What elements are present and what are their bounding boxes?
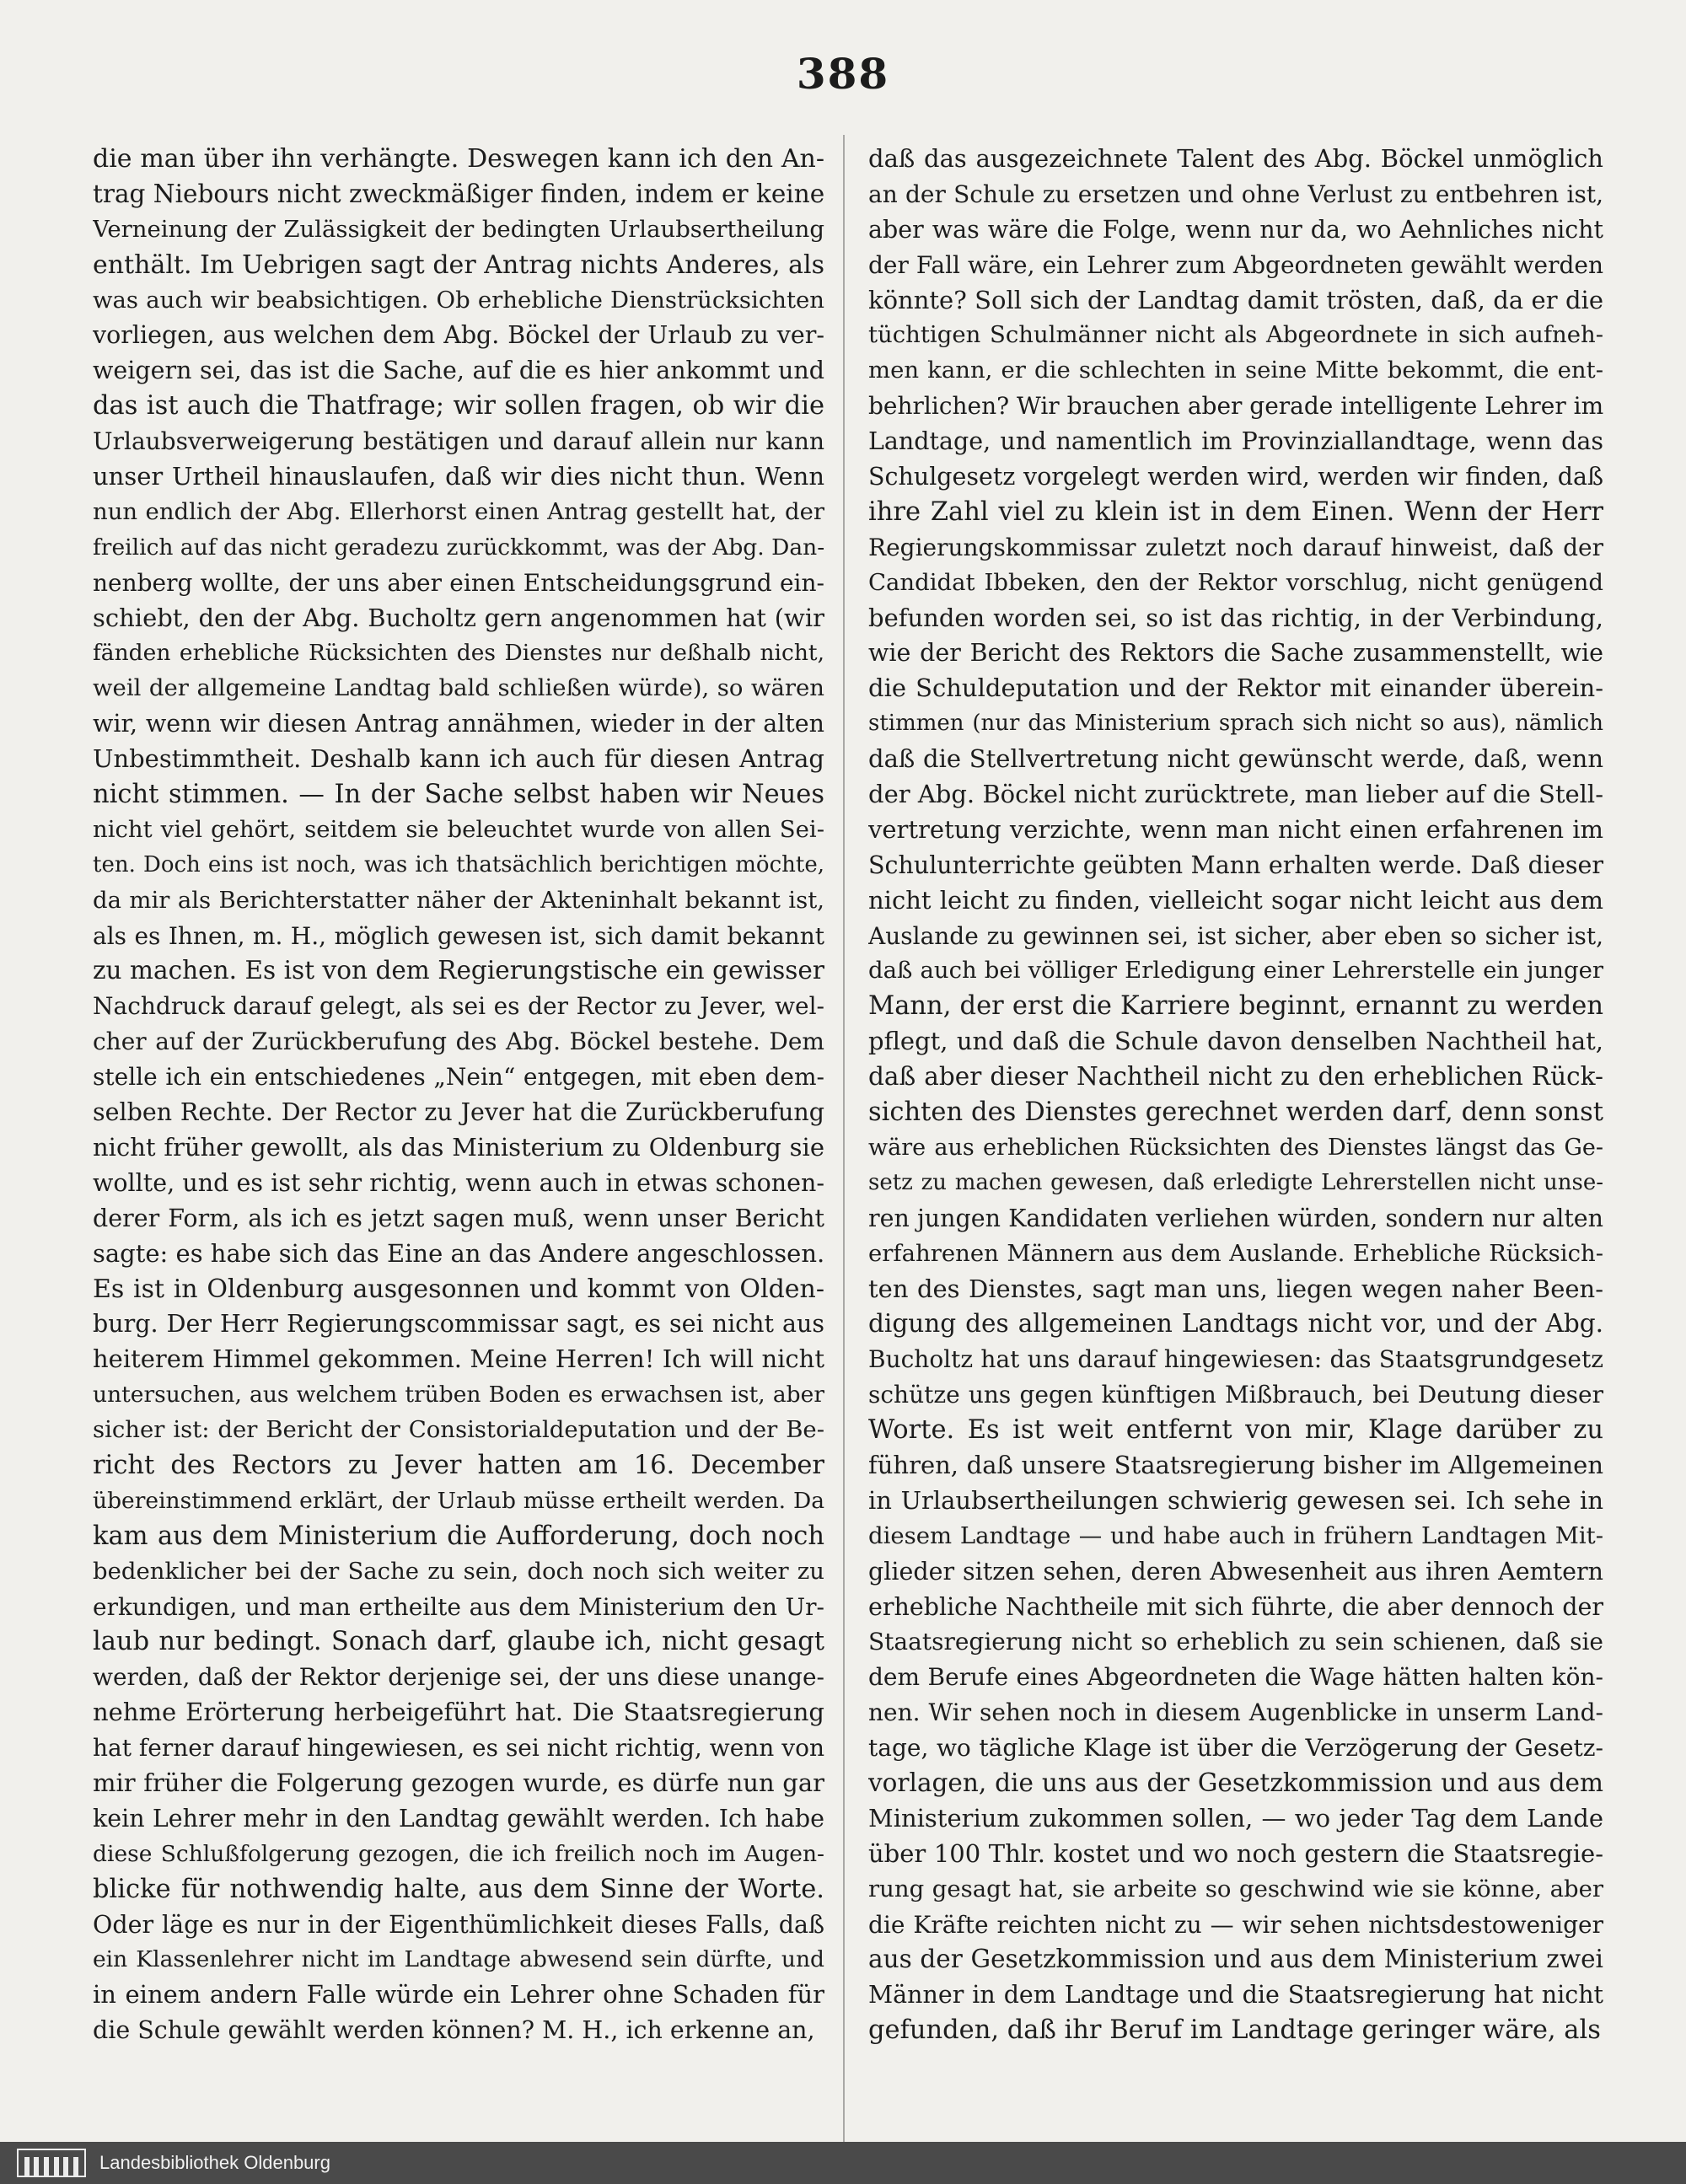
text-line: nen. Wir sehen noch in diesem Augenblicke in unserm Land-: [868, 1698, 1603, 1727]
text-line: stelle ich ein entschiedenes „Nein“ entgegen, mit eben dem-: [93, 1063, 824, 1092]
text-line: aber was wäre die Folge, wenn nur da, wo Aehnliches nicht: [868, 215, 1603, 244]
text-line: sichten des Dienstes gerechnet werden darf, denn sonst: [868, 1097, 1603, 1128]
text-line: weil der allgemeine Landtag bald schließen würde), so wären: [93, 674, 824, 702]
text-line: über 100 Thlr. kostet und wo noch gestern die Staatsregie-: [868, 1838, 1603, 1868]
left-column: [93, 142, 824, 2048]
text-line: was auch wir beabsichtigen. Ob erhebliche Dienstrücksichten: [93, 286, 824, 314]
text-line: sicher ist: der Bericht der Consistorialdeputation und der Be-: [93, 1416, 824, 1444]
text-line: da mir als Berichterstatter näher der Akteninhalt bekannt ist,: [93, 886, 824, 914]
text-line: der Abg. Böckel nicht zurücktrete, man lieber auf die Stell-: [868, 780, 1603, 809]
text-line: daß die Stellvertretung nicht gewünscht werde, daß, wenn: [868, 744, 1603, 774]
text-line: schiebt, den der Abg. Bucholtz gern angenommen hat (wir: [93, 603, 824, 632]
text-line: die Kräfte reichten nicht zu — wir sehen nichtsdestoweniger: [868, 1910, 1603, 1939]
text-line: könnte? Soll sich der Landtag damit trösten, daß, da er die: [868, 285, 1603, 314]
text-line: Landtage, und namentlich im Provinziallandtage, wenn das: [868, 427, 1603, 456]
text-line: gefunden, daß ihr Beruf im Landtage geringer wäre, als: [868, 2015, 1601, 2046]
text-line: nicht leicht zu finden, vielleicht sogar nicht leicht aus dem: [868, 885, 1603, 915]
text-line: Unbestimmtheit. Deshalb kann ich auch für diesen Antrag: [93, 744, 824, 774]
text-line: Ministerium zukommen sollen, — wo jeder Tag dem Lande: [868, 1803, 1603, 1833]
text-line: Schulunterrichte geübten Mann erhalten werde. Daß dieser: [868, 851, 1603, 879]
text-line: in einem andern Falle würde ein Lehrer ohne Schaden für: [93, 1980, 824, 2010]
text-line: fänden erhebliche Rücksichten des Dienstes nur deßhalb nicht,: [93, 640, 824, 667]
text-line: kein Lehrer mehr in den Landtag gewählt werden. Ich habe: [93, 1804, 824, 1833]
text-line: vorlagen, die uns aus der Gesetzkommission und aus dem: [868, 1768, 1603, 1797]
text-line: als es Ihnen, m. H., möglich gewesen ist, sich damit bekannt: [93, 921, 824, 950]
text-line: zu machen. Es ist von dem Regierungstische ein gewisser: [93, 956, 824, 985]
text-line: men kann, er die schlechten in seine Mitte bekommt, die ent-: [868, 357, 1603, 384]
text-line: in Urlaubsertheilungen schwierig gewesen sei. Ich sehe in: [868, 1485, 1603, 1515]
text-line: erkundigen, und man ertheilte aus dem Ministerium den Ur-: [93, 1592, 824, 1621]
text-line: führen, daß unsere Staatsregierung bisher im Allgemeinen: [868, 1450, 1603, 1479]
text-line: trag Niebours nicht zweckmäßiger finden, indem er keine: [93, 179, 824, 208]
text-line: bedenklicher bei der Sache zu sein, doch noch sich weiter zu: [93, 1557, 824, 1585]
text-line: Candidat Ibbeken, den der Rektor vorschlug, nicht genügend: [868, 568, 1603, 596]
text-line: Staatsregierung nicht so erheblich zu sein schienen, daß sie: [868, 1628, 1603, 1656]
text-line: blicke für nothwendig halte, aus dem Sinne der Worte.: [93, 1874, 824, 1904]
text-line: laub nur bedingt. Sonach darf, glaube ich, nicht gesagt: [93, 1627, 824, 1657]
text-line: Schulgesetz vorgelegt werden wird, werden wir finden, daß: [868, 463, 1603, 491]
text-line: erfahrenen Männern aus dem Auslande. Erhebliche Rücksich-: [868, 1239, 1603, 1267]
text-line: wir, wenn wir diesen Antrag annähmen, wieder in der alten: [93, 710, 824, 738]
text-line: kam aus dem Ministerium die Aufforderung, doch noch: [93, 1521, 824, 1551]
text-line: wäre aus erheblichen Rücksichten des Dienstes längst das Ge-: [868, 1134, 1603, 1161]
text-line: burg. Der Herr Regierungscommissar sagt, es sei nicht aus: [93, 1310, 824, 1339]
text-line: diesem Landtage — und habe auch in frühern Landtagen Mit-: [868, 1521, 1603, 1549]
text-line: dem Berufe eines Abgeordneten die Wage hätten halten kön-: [868, 1663, 1603, 1692]
text-line: mir früher die Folgerung gezogen wurde, es dürfe nun gar: [93, 1768, 824, 1797]
text-line: freilich auf das nicht geradezu zurückkommt, was der Abg. Dan-: [93, 534, 824, 561]
text-line: Es ist in Oldenburg ausgesonnen und kommt von Olden-: [93, 1274, 824, 1304]
text-line: glieder sitzen sehen, deren Abwesenheit aus ihren Aemtern: [868, 1557, 1603, 1586]
text-line: ihre Zahl viel zu klein ist in dem Einen. Wenn der Herr: [868, 496, 1603, 527]
text-line: digung des allgemeinen Landtags nicht vor, und der Abg.: [868, 1309, 1603, 1339]
text-line: tage, wo tägliche Klage ist über die Verzögerung der Gesetz-: [868, 1734, 1603, 1763]
text-line: übereinstimmend erklärt, der Urlaub müsse ertheilt werden. Da: [93, 1487, 824, 1514]
text-line: Männer in dem Landtage und die Staatsregierung hat nicht: [868, 1981, 1603, 2010]
text-line: befunden worden sei, so ist das richtig, in der Verbindung,: [868, 603, 1603, 632]
text-line: diese Schlußfolgerung gezogen, die ich freilich noch im Augen-: [93, 1840, 824, 1867]
footer-library-name: Landesbibliothek Oldenburg: [99, 2152, 330, 2173]
text-line: daß auch bei völliger Erledigung einer Lehrerstelle ein junger: [868, 957, 1603, 985]
text-line: unser Urtheil hinauslaufen, daß wir dies nicht thun. Wenn: [93, 462, 824, 491]
text-line: behrlichen? Wir brauchen aber gerade intelligente Lehrer im: [868, 392, 1603, 421]
text-line: nicht stimmen. — In der Sache selbst haben wir Neues: [93, 780, 824, 810]
text-line: Regierungskommissar zuletzt noch darauf hinweist, daß der: [868, 533, 1603, 561]
footer-bar: [0, 2142, 1686, 2184]
text-line: nehme Erörterung herbeigeführt hat. Die Staatsregierung: [93, 1698, 824, 1727]
text-line: selben Rechte. Der Rector zu Jever hat die Zurückberufung: [93, 1098, 824, 1127]
text-line: der Fall wäre, ein Lehrer zum Abgeordneten gewählt werden: [868, 250, 1603, 279]
text-line: sagte: es habe sich das Eine an das Andere angeschlossen.: [93, 1238, 824, 1268]
text-line: Nachdruck darauf gelegt, als sei es der Rector zu Jever, wel-: [93, 992, 824, 1021]
text-line: die Schule gewählt werden können? M. H., ich erkenne an,: [93, 2016, 815, 2045]
text-line: Bucholtz hat uns darauf hingewiesen: das Staatsgrundgesetz: [868, 1345, 1603, 1374]
text-line: weigern sei, das ist die Sache, auf die es hier ankommt und: [93, 357, 824, 385]
text-line: Urlaubsverweigerung bestätigen und darauf allein nur kann: [93, 427, 824, 456]
text-line: derer Form, als ich es jetzt sagen muß, wenn unser Bericht: [93, 1204, 824, 1232]
text-line: hat ferner darauf hingewiesen, es sei nicht richtig, wenn von: [93, 1734, 824, 1763]
text-line: ein Klassenlehrer nicht im Landtage abwesend sein dürfte, und: [93, 1946, 824, 1973]
text-line: untersuchen, aus welchem trüben Boden es erwachsen ist, aber: [93, 1382, 824, 1409]
text-line: die Schuldeputation und der Rektor mit einander überein-: [868, 673, 1603, 703]
text-line: ten. Doch eins ist noch, was ich thatsächlich berichtigen möchte,: [93, 851, 824, 877]
text-line: an der Schule zu ersetzen und ohne Verlust zu entbehren ist,: [868, 180, 1603, 208]
right-column: [868, 142, 1603, 2048]
text-line: aus der Gesetzkommission und aus dem Ministerium zwei: [868, 1945, 1603, 1974]
text-line: Verneinung der Zulässigkeit der bedingten Urlaubsertheilung: [93, 215, 824, 243]
text-line: nicht viel gehört, seitdem sie beleuchtet wurde von allen Sei-: [93, 815, 824, 843]
text-line: enthält. Im Uebrigen sagt der Antrag nichts Anderes, als: [93, 250, 824, 280]
text-line: wollte, und es ist sehr richtig, wenn auch in etwas schonen-: [93, 1168, 824, 1197]
text-line: werden, daß der Rektor derjenige sei, der uns diese unange-: [93, 1663, 824, 1692]
text-line: ten des Dienstes, sagt man uns, liegen wegen naher Been-: [868, 1274, 1603, 1303]
text-line: nicht früher gewollt, als das Ministerium zu Oldenburg sie: [93, 1132, 824, 1162]
text-line: heiterem Himmel gekommen. Meine Herren! Ich will nicht: [93, 1344, 824, 1374]
text-line: schütze uns gegen künftigen Mißbrauch, bei Deutung dieser: [868, 1381, 1603, 1409]
text-line: wie der Bericht des Rektors die Sache zusammenstellt, wie: [868, 639, 1603, 668]
text-line: ren jungen Kandidaten verliehen würden, sondern nur alten: [868, 1204, 1603, 1232]
text-line: pflegt, und daß die Schule davon denselben Nachtheil hat,: [868, 1027, 1603, 1056]
text-line: vorliegen, aus welchen dem Abg. Böckel der Urlaub zu ver-: [93, 321, 824, 350]
text-line: daß aber dieser Nachtheil nicht zu den erheblichen Rück-: [868, 1062, 1603, 1092]
text-line: tüchtigen Schulmänner nicht als Abgeordnete in sich aufneh-: [868, 321, 1603, 349]
column-divider: [843, 135, 845, 2175]
text-line: erhebliche Nachtheile mit sich führte, die aber dennoch der: [868, 1592, 1603, 1621]
page-number: 388: [796, 49, 890, 99]
text-line: Auslande zu gewinnen sei, ist sicher, aber eben so sicher ist,: [868, 921, 1603, 950]
text-line: daß das ausgezeichnete Talent des Abg. Böckel unmöglich: [868, 144, 1603, 173]
text-line: nun endlich der Abg. Ellerhorst einen Antrag gestellt hat, der: [93, 497, 824, 525]
text-line: Oder läge es nur in der Eigenthümlichkeit dieses Falls, daß: [93, 1910, 824, 1939]
text-line: die man über ihn verhängte. Deswegen kann ich den An-: [93, 144, 824, 174]
library-building-icon: [17, 2149, 86, 2177]
text-line: Mann, der erst die Karriere beginnt, ernannt zu werden: [868, 991, 1603, 1022]
text-line: das ist auch die Thatfrage; wir sollen fragen, ob wir die: [93, 391, 824, 421]
text-line: cher auf der Zurückberufung des Abg. Böckel bestehe. Dem: [93, 1028, 824, 1056]
text-line: stimmen (nur das Ministerium sprach sich nicht so aus), nämlich: [868, 711, 1603, 737]
text-line: Worte. Es ist weit entfernt von mir, Klage darüber zu: [868, 1415, 1603, 1446]
text-line: rung gesagt hat, sie arbeite so geschwind wie sie könne, aber: [868, 1875, 1603, 1902]
text-line: richt des Rectors zu Jever hatten am 16. December: [93, 1450, 824, 1480]
text-line: setz zu machen gewesen, daß erledigte Lehrerstellen nicht unse-: [868, 1169, 1603, 1195]
text-line: nenberg wollte, der uns aber einen Entscheidungsgrund ein-: [93, 568, 824, 597]
text-line: vertretung verzichte, wenn man nicht einen erfahrenen im: [868, 814, 1603, 844]
